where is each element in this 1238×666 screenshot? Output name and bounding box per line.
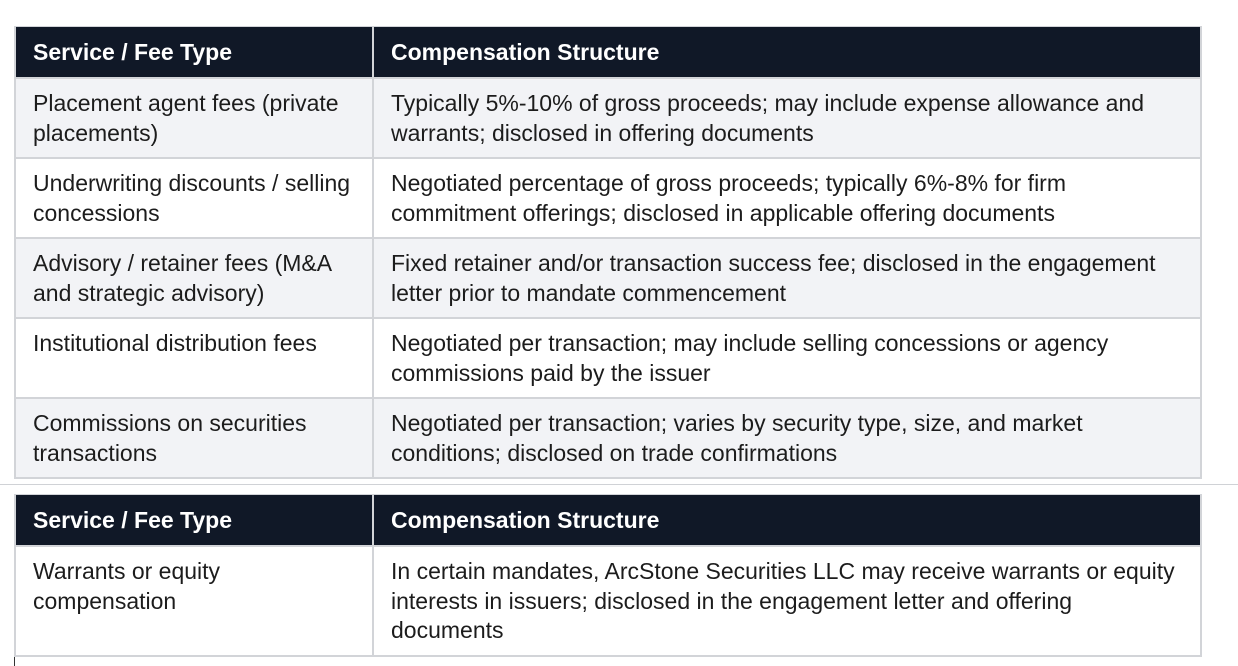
service-cell: Commissions on securities transactions [15, 398, 373, 478]
service-cell: Underwriting discounts / selling concessions [15, 158, 373, 238]
compensation-cell: Negotiated per transaction; may include selling concessions or agency commissions paid by the issuer [373, 318, 1201, 398]
page-break-divider [0, 484, 1238, 485]
column-header-service: Service / Fee Type [15, 495, 373, 547]
table-row [15, 318, 1201, 398]
table-header-row [15, 495, 1201, 547]
compensation-cell: Fixed retainer and/or transaction success fee; disclosed in the engagement letter prior to mandate commencement [373, 238, 1201, 318]
compensation-cell: In certain mandates, ArcStone Securities LLC may receive warrants or equity interests in issuers; disclosed in the engagement letter and offering documents [373, 546, 1201, 656]
page-edge-mark [14, 657, 15, 666]
table-row [15, 238, 1201, 318]
column-header-service: Service / Fee Type [15, 27, 373, 79]
table-row [15, 78, 1201, 158]
table-row [15, 158, 1201, 238]
compensation-cell: Negotiated per transaction; varies by security type, size, and market conditions; disclosed on trade confirmations [373, 398, 1201, 478]
table-row [15, 398, 1201, 478]
service-cell: Institutional distribution fees [15, 318, 373, 398]
compensation-cell: Negotiated percentage of gross proceeds; typically 6%-8% for firm commitment offerings; disclosed in applicable offering documents [373, 158, 1201, 238]
table-header-row [15, 27, 1201, 79]
compensation-cell: Typically 5%-10% of gross proceeds; may include expense allowance and warrants; disclosed in offering documents [373, 78, 1201, 158]
fee-table-continued [14, 494, 1202, 657]
table-row [15, 546, 1201, 656]
service-cell: Placement agent fees (private placements) [15, 78, 373, 158]
column-header-compensation: Compensation Structure [373, 495, 1201, 547]
fee-table [14, 26, 1202, 479]
service-cell: Warrants or equity compensation [15, 546, 373, 656]
column-header-compensation: Compensation Structure [373, 27, 1201, 79]
service-cell: Advisory / retainer fees (M&A and strategic advisory) [15, 238, 373, 318]
